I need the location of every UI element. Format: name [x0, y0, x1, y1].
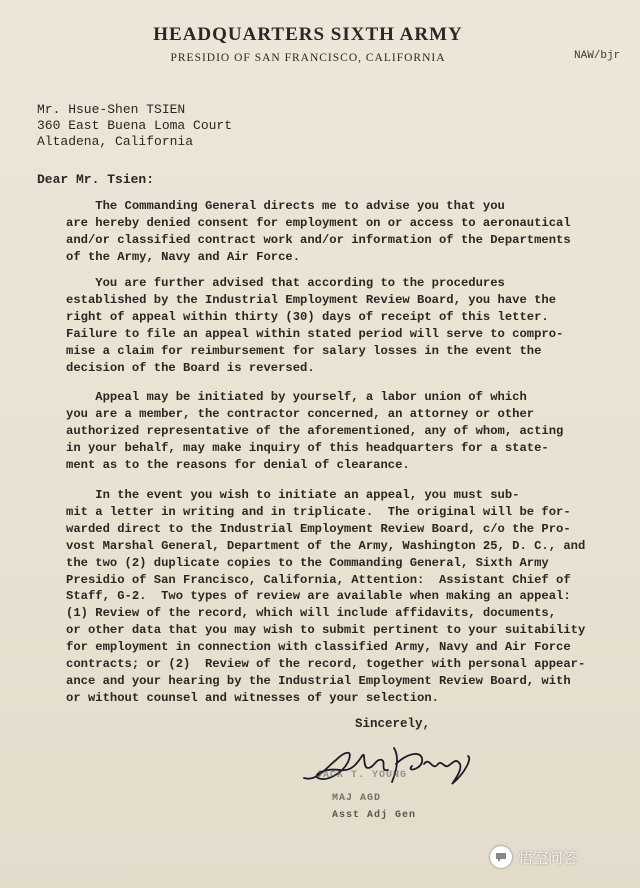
paragraph-line: contracts; or (2) Review of the record, together with personal appear-: [66, 657, 586, 672]
signer-rank: MAJ AGD: [332, 793, 382, 804]
paragraph-appeal-procedure: [66, 487, 586, 707]
paragraph-line: Appeal may be initiated by yourself, a labor union of which: [66, 390, 527, 404]
paragraph-line: ment as to the reasons for denial of clearance.: [66, 457, 410, 472]
paragraph-line: warded direct to the Industrial Employment Review Board, c/o the Pro-: [66, 521, 571, 536]
paragraph-denial: [66, 198, 586, 266]
paragraph-line: and/or classified contract work and/or information of the Departments: [66, 232, 571, 247]
address-line: Altadena, California: [37, 134, 194, 149]
paragraph-line: right of appeal within thirty (30) days of receipt of this letter.: [66, 309, 549, 324]
handwritten-signature: [296, 738, 486, 796]
paragraph-line: ance and your hearing by the Industrial Employment Review Board, with: [66, 673, 571, 688]
paragraph-appeal-right: [66, 275, 586, 376]
paragraph-line: in your behalf, may make inquiry of this headquarters for a state-: [66, 440, 549, 455]
paragraph-line: for employment in connection with classified Army, Navy and Air Force: [66, 640, 571, 655]
paragraph-line: mit a letter in writing and in triplicate. The original will be for-: [66, 504, 571, 519]
paragraph-line: Presidio of San Francisco, California, Attention: Assistant Chief of: [66, 572, 571, 587]
paragraph-line: established by the Industrial Employment Review Board, you have the: [66, 292, 557, 307]
watermark: [490, 846, 578, 868]
letterhead-subtitle: PRESIDIO OF SAN FRANCISCO, CALIFORNIA: [170, 52, 446, 64]
watermark-text: 悟空问答: [518, 848, 579, 867]
paragraph-line: mise a claim for reimbursement for salary losses in the event the: [66, 343, 542, 358]
paragraph-line: authorized representative of the aforementioned, any of whom, acting: [66, 423, 564, 438]
paragraph-line: You are further advised that according to the procedures: [66, 276, 505, 290]
paragraph-line: vost Marshal General, Department of the Army, Washington 25, D. C., and: [66, 538, 586, 553]
paragraph-line: Staff, G-2. Two types of review are available when making an appeal:: [66, 589, 571, 604]
paragraph-line: (1) Review of the record, which will include affidavits, documents,: [66, 606, 557, 621]
chat-bubble-icon: [490, 846, 512, 868]
paragraph-line: In the event you wish to initiate an appeal, you must sub-: [66, 488, 520, 502]
address-line: Mr. Hsue-Shen TSIEN: [37, 102, 186, 117]
recipient-address: [37, 102, 232, 150]
signer-title: Asst Adj Gen: [332, 810, 417, 821]
paragraph-who-may-appeal: [66, 389, 586, 474]
reference-code: NAW/bjr: [574, 50, 621, 62]
paragraph-line: you are a member, the contractor concerned, an attorney or other: [66, 406, 535, 421]
paragraph-line: or without counsel and witnesses of your selection.: [66, 690, 439, 705]
closing: Sincerely,: [355, 717, 431, 731]
signer-name-stamp: JACK T. YOUNG: [316, 770, 408, 781]
paragraph-line: are hereby denied consent for employment on or access to aeronautical: [66, 215, 571, 230]
paragraph-line: or other data that you may wish to submit pertinent to your suitability: [66, 623, 586, 638]
paragraph-line: The Commanding General directs me to advise you that you: [66, 199, 505, 213]
address-line: 360 East Buena Loma Court: [37, 118, 233, 133]
letterhead-title: HEADQUARTERS SIXTH ARMY: [153, 24, 463, 45]
salutation: Dear Mr. Tsien:: [37, 172, 155, 187]
paragraph-line: the two (2) duplicate copies to the Commanding General, Sixth Army: [66, 555, 549, 570]
paragraph-line: of the Army, Navy and Air Force.: [66, 249, 301, 264]
paragraph-line: Failure to file an appeal within stated period will serve to compro-: [66, 326, 564, 341]
paragraph-line: decision of the Board is reversed.: [66, 360, 315, 375]
